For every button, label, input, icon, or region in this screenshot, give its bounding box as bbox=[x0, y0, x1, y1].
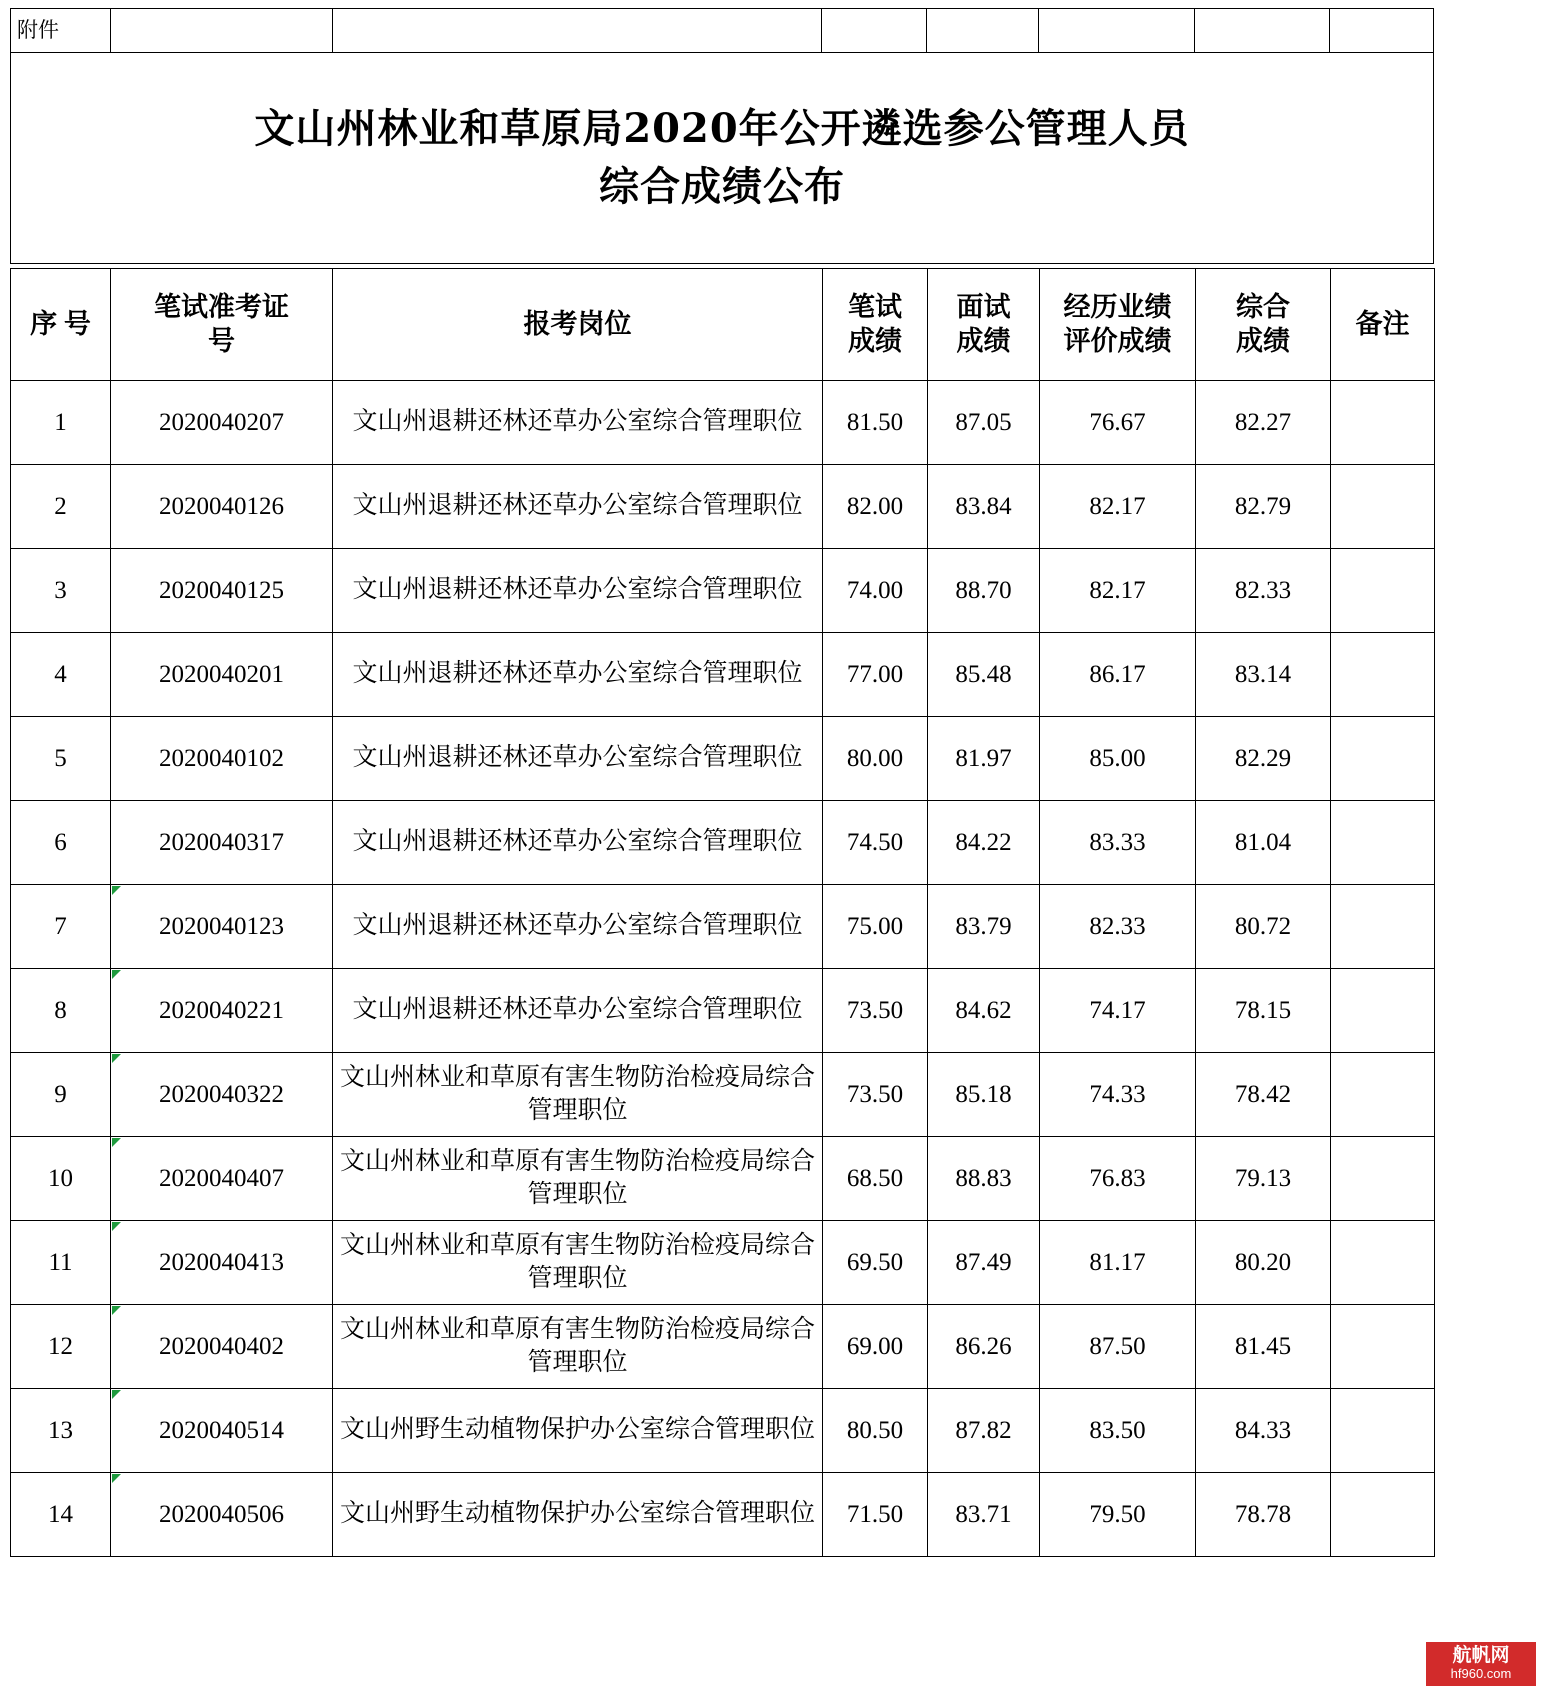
cell-interview: 87.49 bbox=[928, 1221, 1040, 1305]
cell-interview: 88.70 bbox=[928, 549, 1040, 633]
cell-interview: 81.97 bbox=[928, 717, 1040, 801]
cell-index: 14 bbox=[11, 1473, 111, 1557]
col-header-written bbox=[823, 269, 928, 381]
cell-exam-no: 2020040201 bbox=[111, 633, 333, 717]
cell-total: 82.33 bbox=[1196, 549, 1331, 633]
table-row bbox=[11, 1305, 1435, 1389]
cell-remark bbox=[1331, 1221, 1435, 1305]
cell-remark bbox=[1331, 1137, 1435, 1221]
cell-written: 82.00 bbox=[823, 465, 928, 549]
col-header-interview bbox=[928, 269, 1040, 381]
col-header-interview-line2: 成绩 bbox=[956, 325, 1011, 356]
cell-written: 69.00 bbox=[823, 1305, 928, 1389]
col-header-remark: 备注 bbox=[1331, 269, 1435, 381]
cell-remark bbox=[1331, 969, 1435, 1053]
cell-written: 80.00 bbox=[823, 717, 928, 801]
cell-index: 7 bbox=[11, 885, 111, 969]
cell-experience: 76.83 bbox=[1040, 1137, 1196, 1221]
cell-written: 74.50 bbox=[823, 801, 928, 885]
cell-experience: 82.17 bbox=[1040, 465, 1196, 549]
cell-remark bbox=[1331, 633, 1435, 717]
page-title-line-1: 文山州林业和草原局2020年公开遴选参公管理人员 bbox=[254, 104, 1190, 152]
cell-exam-no: 2020040407 bbox=[111, 1137, 333, 1221]
cell-remark bbox=[1331, 1473, 1435, 1557]
cell-index: 9 bbox=[11, 1053, 111, 1137]
strip-cell-6 bbox=[1039, 9, 1195, 53]
cell-exam-no: 2020040402 bbox=[111, 1305, 333, 1389]
cell-post: 文山州退耕还林还草办公室综合管理职位 bbox=[333, 717, 823, 801]
cell-exam-no: 2020040413 bbox=[111, 1221, 333, 1305]
grades-table bbox=[10, 268, 1435, 1557]
cell-index: 1 bbox=[11, 381, 111, 465]
cell-exam-no: 2020040126 bbox=[111, 465, 333, 549]
cell-total: 82.29 bbox=[1196, 717, 1331, 801]
cell-total: 78.78 bbox=[1196, 1473, 1331, 1557]
table-row bbox=[11, 1221, 1435, 1305]
cell-index: 2 bbox=[11, 465, 111, 549]
cell-post: 文山州野生动植物保护办公室综合管理职位 bbox=[333, 1473, 823, 1557]
cell-post: 文山州退耕还林还草办公室综合管理职位 bbox=[333, 885, 823, 969]
cell-interview: 85.18 bbox=[928, 1053, 1040, 1137]
cell-total: 80.72 bbox=[1196, 885, 1331, 969]
cell-written: 71.50 bbox=[823, 1473, 928, 1557]
cell-written: 77.00 bbox=[823, 633, 928, 717]
cell-remark bbox=[1331, 549, 1435, 633]
table-row bbox=[11, 1053, 1435, 1137]
strip-cell-7 bbox=[1195, 9, 1330, 53]
table-header bbox=[11, 269, 1435, 381]
cell-experience: 87.50 bbox=[1040, 1305, 1196, 1389]
cell-total: 81.04 bbox=[1196, 801, 1331, 885]
col-header-exam-no-line1: 笔试准考证 bbox=[154, 291, 289, 322]
strip-cell-4 bbox=[822, 9, 927, 53]
col-header-written-line1: 笔试 bbox=[848, 291, 902, 322]
cell-index: 12 bbox=[11, 1305, 111, 1389]
cell-experience: 86.17 bbox=[1040, 633, 1196, 717]
cell-post: 文山州退耕还林还草办公室综合管理职位 bbox=[333, 801, 823, 885]
cell-experience: 83.50 bbox=[1040, 1389, 1196, 1473]
attachment-label: 附件 bbox=[11, 9, 111, 53]
cell-post: 文山州林业和草原有害生物防治检疫局综合管理职位 bbox=[333, 1221, 823, 1305]
cell-remark bbox=[1331, 801, 1435, 885]
document-title-box bbox=[10, 52, 1434, 264]
site-watermark bbox=[1426, 1642, 1536, 1686]
cell-experience: 83.33 bbox=[1040, 801, 1196, 885]
cell-exam-no: 2020040123 bbox=[111, 885, 333, 969]
table-row bbox=[11, 1137, 1435, 1221]
cell-exam-no: 2020040506 bbox=[111, 1473, 333, 1557]
col-header-exam-no bbox=[111, 269, 333, 381]
cell-interview: 85.48 bbox=[928, 633, 1040, 717]
cell-post: 文山州退耕还林还草办公室综合管理职位 bbox=[333, 633, 823, 717]
cell-post: 文山州退耕还林还草办公室综合管理职位 bbox=[333, 549, 823, 633]
cell-index: 13 bbox=[11, 1389, 111, 1473]
cell-interview: 86.26 bbox=[928, 1305, 1040, 1389]
cell-experience: 82.17 bbox=[1040, 549, 1196, 633]
watermark-title: 航帆网 bbox=[1452, 1645, 1510, 1667]
cell-total: 79.13 bbox=[1196, 1137, 1331, 1221]
cell-written: 68.50 bbox=[823, 1137, 928, 1221]
cell-post: 文山州林业和草原有害生物防治检疫局综合管理职位 bbox=[333, 1053, 823, 1137]
cell-interview: 84.22 bbox=[928, 801, 1040, 885]
cell-index: 10 bbox=[11, 1137, 111, 1221]
strip-cell-5 bbox=[927, 9, 1039, 53]
table-header-row bbox=[11, 269, 1435, 381]
cell-post: 文山州林业和草原有害生物防治检疫局综合管理职位 bbox=[333, 1305, 823, 1389]
col-header-total-line2: 成绩 bbox=[1236, 325, 1290, 356]
cell-experience: 81.17 bbox=[1040, 1221, 1196, 1305]
table-row bbox=[11, 801, 1435, 885]
cell-index: 6 bbox=[11, 801, 111, 885]
cell-exam-no: 2020040514 bbox=[111, 1389, 333, 1473]
cell-total: 83.14 bbox=[1196, 633, 1331, 717]
cell-total: 78.42 bbox=[1196, 1053, 1331, 1137]
table-row bbox=[11, 465, 1435, 549]
cell-written: 73.50 bbox=[823, 969, 928, 1053]
cell-written: 73.50 bbox=[823, 1053, 928, 1137]
cell-remark bbox=[1331, 1305, 1435, 1389]
watermark-url: hf960.com bbox=[1450, 1666, 1512, 1682]
cell-exam-no: 2020040125 bbox=[111, 549, 333, 633]
col-header-experience-line2: 评价成绩 bbox=[1063, 325, 1172, 356]
cell-total: 84.33 bbox=[1196, 1389, 1331, 1473]
cell-written: 74.00 bbox=[823, 549, 928, 633]
cell-interview: 88.83 bbox=[928, 1137, 1040, 1221]
cell-post: 文山州野生动植物保护办公室综合管理职位 bbox=[333, 1389, 823, 1473]
strip-cell-2 bbox=[111, 9, 333, 53]
cell-experience: 85.00 bbox=[1040, 717, 1196, 801]
cell-written: 75.00 bbox=[823, 885, 928, 969]
col-header-experience-line1: 经历业绩 bbox=[1063, 291, 1172, 322]
table-row bbox=[11, 885, 1435, 969]
cell-experience: 74.17 bbox=[1040, 969, 1196, 1053]
col-header-interview-line1: 面试 bbox=[956, 291, 1011, 322]
cell-post: 文山州退耕还林还草办公室综合管理职位 bbox=[333, 381, 823, 465]
cell-written: 81.50 bbox=[823, 381, 928, 465]
cell-interview: 84.62 bbox=[928, 969, 1040, 1053]
cell-index: 11 bbox=[11, 1221, 111, 1305]
cell-remark bbox=[1331, 465, 1435, 549]
col-header-total bbox=[1196, 269, 1331, 381]
cell-interview: 83.84 bbox=[928, 465, 1040, 549]
cell-index: 5 bbox=[11, 717, 111, 801]
grades-table-wrapper bbox=[10, 268, 1434, 1557]
attachment-strip bbox=[10, 8, 1434, 52]
cell-post: 文山州退耕还林还草办公室综合管理职位 bbox=[333, 465, 823, 549]
cell-total: 78.15 bbox=[1196, 969, 1331, 1053]
table-row bbox=[11, 381, 1435, 465]
table-row bbox=[11, 1389, 1435, 1473]
cell-experience: 82.33 bbox=[1040, 885, 1196, 969]
col-header-written-line2: 成绩 bbox=[848, 325, 902, 356]
table-row bbox=[11, 717, 1435, 801]
table-row bbox=[11, 1473, 1435, 1557]
cell-post: 文山州林业和草原有害生物防治检疫局综合管理职位 bbox=[333, 1137, 823, 1221]
cell-remark bbox=[1331, 381, 1435, 465]
cell-total: 81.45 bbox=[1196, 1305, 1331, 1389]
cell-remark bbox=[1331, 1389, 1435, 1473]
cell-total: 82.79 bbox=[1196, 465, 1331, 549]
table-row bbox=[11, 969, 1435, 1053]
cell-interview: 83.79 bbox=[928, 885, 1040, 969]
col-header-experience bbox=[1040, 269, 1196, 381]
cell-exam-no: 2020040322 bbox=[111, 1053, 333, 1137]
cell-interview: 87.05 bbox=[928, 381, 1040, 465]
cell-exam-no: 2020040317 bbox=[111, 801, 333, 885]
cell-remark bbox=[1331, 717, 1435, 801]
cell-index: 4 bbox=[11, 633, 111, 717]
col-header-exam-no-line2: 号 bbox=[208, 325, 235, 356]
cell-index: 8 bbox=[11, 969, 111, 1053]
cell-total: 80.20 bbox=[1196, 1221, 1331, 1305]
cell-interview: 87.82 bbox=[928, 1389, 1040, 1473]
page-title-line-2: 综合成绩公布 bbox=[599, 162, 845, 210]
table-body bbox=[11, 381, 1435, 1557]
cell-post: 文山州退耕还林还草办公室综合管理职位 bbox=[333, 969, 823, 1053]
col-header-index: 序 号 bbox=[11, 269, 111, 381]
strip-cell-8 bbox=[1330, 9, 1434, 53]
cell-written: 69.50 bbox=[823, 1221, 928, 1305]
cell-written: 80.50 bbox=[823, 1389, 928, 1473]
cell-index: 3 bbox=[11, 549, 111, 633]
table-row bbox=[11, 549, 1435, 633]
cell-remark bbox=[1331, 1053, 1435, 1137]
cell-exam-no: 2020040102 bbox=[111, 717, 333, 801]
cell-exam-no: 2020040221 bbox=[111, 969, 333, 1053]
table-row bbox=[11, 633, 1435, 717]
cell-interview: 83.71 bbox=[928, 1473, 1040, 1557]
cell-experience: 79.50 bbox=[1040, 1473, 1196, 1557]
col-header-post: 报考岗位 bbox=[333, 269, 823, 381]
cell-experience: 74.33 bbox=[1040, 1053, 1196, 1137]
strip-cell-3 bbox=[333, 9, 823, 53]
cell-total: 82.27 bbox=[1196, 381, 1331, 465]
cell-remark bbox=[1331, 885, 1435, 969]
cell-exam-no: 2020040207 bbox=[111, 381, 333, 465]
cell-experience: 76.67 bbox=[1040, 381, 1196, 465]
col-header-total-line1: 综合 bbox=[1236, 291, 1290, 322]
